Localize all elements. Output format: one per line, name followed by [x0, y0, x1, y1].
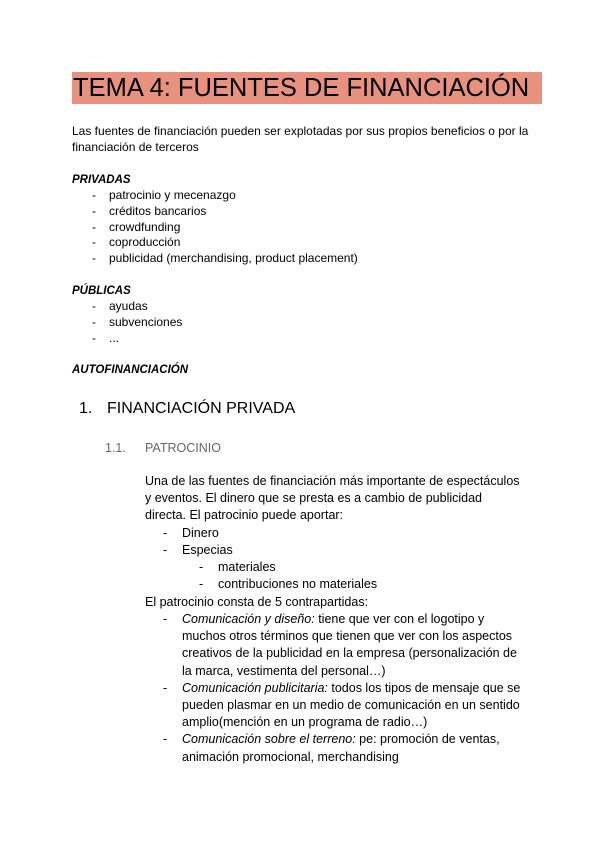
list-item: - contribuciones no materiales: [199, 576, 377, 593]
list-item: - subvenciones: [92, 315, 182, 331]
aportes-list: [163, 525, 233, 559]
contrapartida-term: Comunicación y diseño:: [182, 612, 315, 626]
publicas-heading: PÚBLICAS: [72, 285, 131, 297]
section-title: FINANCIACIÓN PRIVADA: [107, 400, 296, 417]
list-item: - créditos bancarios: [92, 204, 358, 220]
contrapartidas-list: [163, 611, 525, 766]
list-item: - patrocinio y mecenazgo: [92, 188, 358, 204]
list-item: - publicidad (merchandising, product placement): [92, 251, 358, 267]
list-item: - ayudas: [92, 299, 182, 315]
page-title: TEMA 4: FUENTES DE FINANCIACIÓN: [72, 72, 542, 104]
list-item: - crowdfunding: [92, 220, 358, 236]
privadas-heading: PRIVADAS: [72, 174, 131, 186]
list-item: [163, 680, 525, 732]
contrapartida-text: todos los tipos de mensaje que se pueden plasmar en un medio de comunicación en un sentido amplio(mención en un programa de radio…): [182, 680, 521, 730]
contrapartida-term: Comunicación sobre el terreno:: [182, 732, 356, 747]
list-item: - ...: [92, 331, 182, 347]
especias-sublist: [199, 559, 377, 593]
list-item: [163, 611, 525, 680]
contrapartida-term: Comunicación publicitaria:: [182, 680, 328, 695]
section-heading-1: [79, 399, 295, 419]
subsection-heading-1-1: [105, 440, 221, 456]
contrapartida-text: tiene que ver con el logotipo y muchos otros términos que tienen que ver con los aspectos creativos de la publicidad en la empresa (personalización de la marca, vestimenta del personal…): [182, 612, 517, 678]
autofinanciacion-heading: AUTOFINANCIACIÓN: [72, 364, 189, 376]
list-item: [163, 731, 525, 765]
patrocinio-paragraph: Una de las fuentes de financiación más importante de espectáculos y eventos. El dinero que se presta es a cambio de publicidad directa. El patrocinio puede aportar:: [145, 474, 520, 523]
intro-paragraph: Las fuentes de financiación pueden ser explotadas por sus propios beneficios o por la financiación de terceros: [72, 124, 529, 154]
list-item: - materiales: [199, 559, 377, 576]
subsection-title: PATROCINIO: [145, 441, 221, 455]
section-number: 1.: [79, 400, 93, 417]
publicas-list: [92, 299, 182, 346]
contrapartida-text: pe: promoción de ventas, animación promocional, merchandising: [182, 732, 500, 764]
subsection-number: 1.1.: [105, 441, 126, 455]
list-item: - Especias: [163, 542, 233, 559]
list-item: - Dinero: [163, 525, 233, 542]
privadas-list: [92, 188, 358, 267]
contrapartidas-intro: El patrocinio consta de 5 contrapartidas:: [145, 595, 369, 609]
list-item: - coproducción: [92, 235, 358, 251]
